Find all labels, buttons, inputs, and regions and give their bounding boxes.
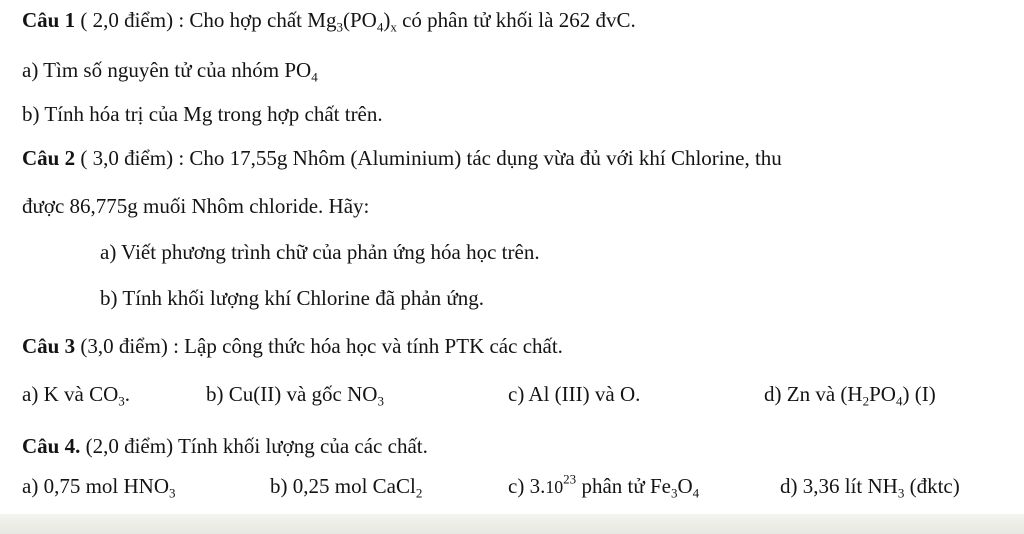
q1-points: ( 2,0 điểm) : Cho hợp chất [75, 8, 308, 32]
q2b-line: b) Tính khối lượng khí Chlorine đã phản ứng. [100, 286, 485, 310]
q4b: b) 0,25 mol CaCl$_2$ [270, 474, 423, 501]
q3-line: Câu 3 (3,0 điểm) : Lập công thức hóa học và tính PTK các chất. [22, 334, 563, 358]
q1a-formula: $PO_4$ [284, 58, 318, 85]
q2-line2: được 86,775g muối Nhôm chloride. Hãy: [22, 194, 370, 218]
q4d: d) 3,36 lít $NH_3$ (đktc) [780, 474, 960, 501]
q1a-line: a) Tìm số nguyên tử của nhóm $PO_4$ [22, 58, 318, 85]
q1-tail: có phân tử khối là 262 đvC. [396, 8, 636, 32]
q1-line [22, 8, 636, 35]
q1b-line: b) Tính hóa trị của Mg trong hợp chất trên. [22, 102, 383, 126]
q2-head: Câu 2 [22, 146, 76, 170]
q3d: d) Zn và $(H_2PO_4)$ (I) [764, 382, 936, 409]
q1-head: Câu 1 [22, 8, 76, 32]
q3-head: Câu 3 [22, 334, 76, 358]
q1-formula: $Mg_3(PO_4)_x$ [307, 8, 397, 35]
q2-line1: Câu 2 ( 3,0 điểm) : Cho 17,55g Nhôm (Aluminium) tác dụng vừa đủ với khí Chlorine, thu [22, 146, 782, 170]
page-bottom-edge [0, 514, 1024, 534]
q2a-line: a) Viết phương trình chữ của phản ứng hóa học trên. [100, 240, 540, 264]
q4-head: Câu 4. [22, 434, 81, 458]
q3b: b) Cu(II) và gốc $NO_3$ [206, 382, 384, 409]
q4-line: Câu 4. (2,0 điểm) Tính khối lượng của các chất. [22, 434, 428, 458]
q4a: a) 0,75 mol $HNO_3$ [22, 474, 176, 501]
q3a: a) K và $CO_3$. [22, 382, 131, 409]
q4c: c) 3.10$^{23}$ phân tử $Fe_3O_4$ [508, 471, 700, 501]
q3c: c) Al (III) và O. [508, 382, 641, 406]
